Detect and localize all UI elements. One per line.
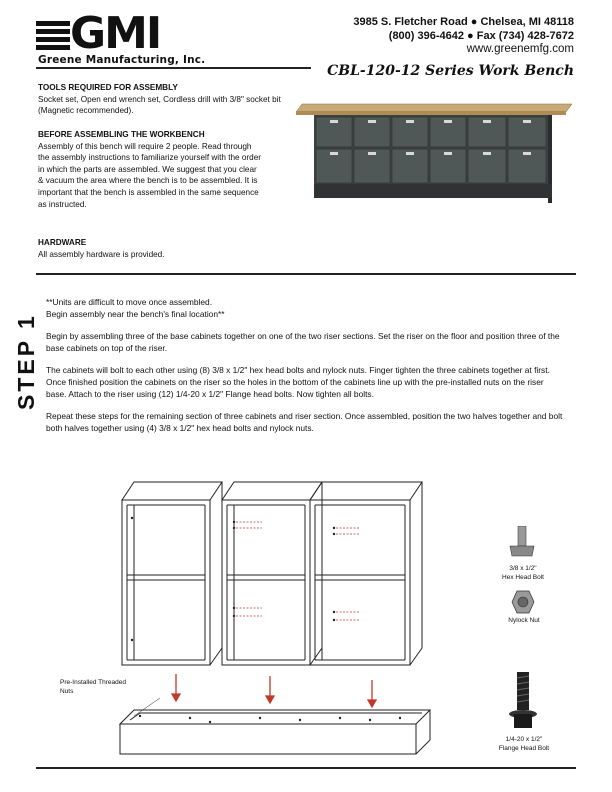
footer-rule <box>36 767 576 769</box>
step-1-label: STEP 1 <box>13 313 39 410</box>
section-divider <box>36 273 576 275</box>
address: 3985 S. Fletcher Road ● Chelsea, MI 48118 <box>353 16 574 28</box>
hardware-section <box>38 237 288 260</box>
hardware-heading: HARDWARE <box>38 238 87 247</box>
tools-text: Socket set, Open end wrench set, Cordless drill with 3/8" socket bit (Magnetic recommended). <box>38 94 281 116</box>
hex-bolt-label: 3/8 x 1/2" Hex Head Bolt <box>502 565 544 581</box>
hardware-text: All assembly hardware is provided. <box>38 249 165 259</box>
phone-fax: (800) 396-4642 ● Fax (734) 428-7672 <box>388 29 574 42</box>
flange-bolt-icon <box>508 672 538 732</box>
document-title: CBL-120-12 Series Work Bench <box>327 63 574 79</box>
website-link[interactable]: www.greenemfg.com <box>466 43 574 55</box>
hex-bolt-icon <box>508 526 536 562</box>
nylock-nut-icon <box>511 590 535 614</box>
workbench-illustration <box>296 98 578 204</box>
note-line-1: **Units are difficult to move once assembled. <box>46 297 213 307</box>
step-paragraph-3: Repeat these steps for the remaining section of three cabinets and riser section. Once assembled, position the two halves together and bolt both halves together using (4) 3/8 x 1/2" hex head bolts and nylock nuts. <box>46 411 563 433</box>
header-rule <box>36 67 311 69</box>
company-name: Greene Manufacturing, Inc. <box>38 54 206 66</box>
note-line-2: Begin assembly near the bench's final location** <box>46 308 225 319</box>
tools-heading: TOOLS REQUIRED FOR ASSEMBLY <box>38 83 178 92</box>
assembly-diagram <box>110 470 440 760</box>
flange-bolt-label: 1/4-20 x 1/2" Flange Head Bolt <box>498 736 550 752</box>
before-section <box>38 129 264 210</box>
company-logo: GMI <box>70 8 161 59</box>
riser-nuts-label: Pre-Installed Threaded Nuts <box>60 679 127 695</box>
nylock-nut-label: Nylock Nut <box>508 617 540 624</box>
step-paragraph-1: Begin by assembling three of the base cabinets together on one of the two riser sections. Set the riser on the floor and position three of the base cabinets on top of the riser. <box>46 331 560 353</box>
step-paragraph-2: The cabinets will bolt to each other using (8) 3/8 x 1/2" hex head bolts and nylock nuts. Finger tighten the three cabinets together at first. Once finished position the cabinets on the riser so the holes in the bottom of the cabinets line up with the pre-installed nuts on the riser base. Attach to the riser using (12) 1/4-20 x 1/2" Flange head bolts. Now tighten all bolts. <box>46 365 550 399</box>
tools-section <box>38 82 288 117</box>
contact-block <box>353 16 574 57</box>
step-1-instructions <box>46 297 566 434</box>
before-heading: BEFORE ASSEMBLING THE WORKBENCH <box>38 130 205 139</box>
before-text: Assembly of this bench will require 2 people. Read through the assembly instructions to familiarize yourself with the order in which the parts are assembled. We suggest that you clear & vacuum the area where the bench is to be assembled. It is important that the bench is assembled in the same sequence as instructed. <box>38 141 261 209</box>
logo-stripes-icon <box>36 18 72 54</box>
